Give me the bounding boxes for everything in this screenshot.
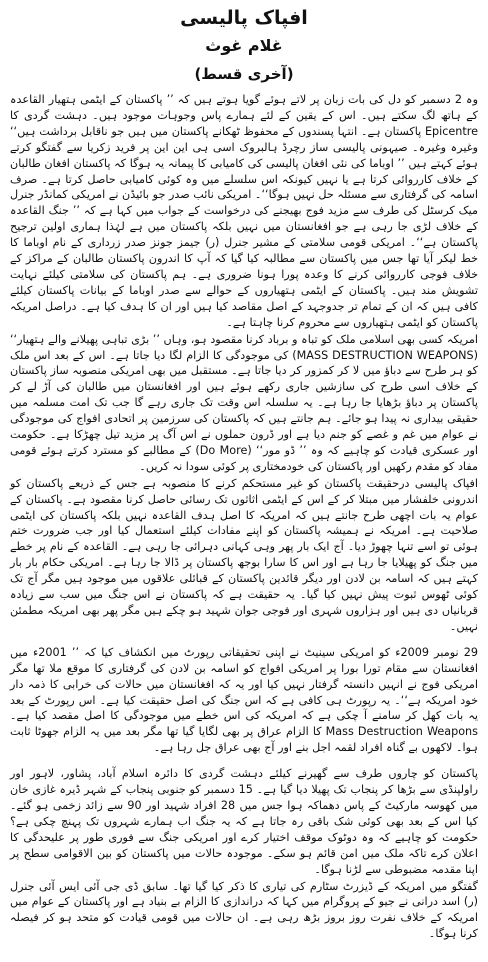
paragraph: افپاک پالیسی درحقیقت پاکستان کو غیر مستحکم کرنے کا منصوبہ ہے جس کے ذریعے پاکستان کو اندرونی خلفشار میں مبتلا کر کے اس کے ایٹمی اثاثوں تک رسائی حاصل کرنا مقصود ہے۔ پاکستان کے عوام یہ بات اچھی طرح جانتے ہیں کہ امریکہ کا اصل ہدف القاعدہ نہیں بلکہ پاکستان کی ایٹمی صلاحیت ہے۔ امریکہ نے ہمیشہ پاکستان کو اپنے مفادات کیلئے استعمال کیا اور جب ضرورت ختم ہوئی تو اسے تنہا چھوڑ دیا۔ آج ایک بار پھر وہی کہانی دہرائی جا رہی ہے۔ القاعدہ کے نام پر خطے میں جنگ کو پھیلایا جا رہا ہے اور اس کا سارا بوجھ پاکستان پر ڈالا جا رہا ہے۔ امریکی حکام بار بار کہتے ہیں کہ اسامہ بن لادن اور دیگر قائدین پاکستان کے قبائلی علاقوں میں موجود ہیں مگر آج تک کوئی ٹھوس ثبوت پیش نہیں کیا گیا۔ یہ حقیقت ہے کہ پاکستان نے اس جنگ میں سب سے زیادہ قربانیاں دی ہیں اور ہزاروں شہری اور فوجی جوان شہید ہو چکے ہیں مگر پھر بھی امریکہ مطمئن نہیں۔ [10,476,478,633]
paragraph: وہ 2 دسمبر کو دل کی بات زبان پر لاتے ہوئے گویا ہوتے ہیں کہ ’’ پاکستان کے ایٹمی ہتھیار القاعدہ کے ہاتھ لگ سکتے ہیں۔ اس کے یقین کے لئے ہمارے پاس وجوہات موجود ہیں۔ دہشت گردی کا Epicentre پاکستان ہے۔ انتہا پسندوں کے محفوظ ٹھکانے پاکستان میں ہیں جو ناقابل برداشت ہیں‘‘ وغیرہ وغیرہ۔ صیہونی پالیسی ساز رچرڈ ہالبروک اسی ہی این این پر فرید زکریا سے گفتگو کرتے ہوئے کہتے ہیں ’’ اوباما کی نئی افغان پالیسی کی کامیابی کا پیمانہ یہ ہوگا کہ پاکستان افغان طالبان کے خلاف کارروائی کرتا ہے یا نہیں کیونکہ اس سلسلے میں وہ کوئی کامیابی حاصل کرتا ہے۔ صرف اسامہ کی گرفتاری سے مسئلہ حل نہیں ہوگا‘‘۔ امریکی نائب صدر جو بائیڈن نے امریکی کمانڈر جنرل میک کرسٹل کی طرف سے مزید فوج بھیجنے کی درخواست کے جواب میں کہا ہے کہ ’’ جنگ القاعدہ کے خلاف لڑی جا رہی ہے جو افغانستان میں نہیں بلکہ پاکستان میں ہے لہٰذا ہماری اولین ترجیح پاکستان ہے‘‘۔ امریکی قومی سلامتی کے مشیر جنرل (ر) جیمز جونز صدر زرداری کے نام اوباما کا خط لیکر آیا تھا جس میں پاکستان سے مطالبہ کیا گیا کہ آپ کا اندرون پاکستان طالبان کے مراکز کے خلاف فوجی کارروائی کرنے کا وعدہ پورا ہونا ضروری ہے۔ ہم پاکستان کی سلامتی کیلئے نہایت تشویش مند ہیں۔ پاکستان کے ایٹمی ہتھیاروں کے حوالے سے صدر اوباما کے بیانات پاکستان کیلئے کافی ہیں کہ ان کے تمام تر جدوجہد کے اصل مقاصد کیا ہیں اور ان کا ہدف کیا ہے۔ دراصل امریکہ پاکستان کو ایٹمی ہتھیاروں سے محروم کرنا چاہتا ہے۔ [10,93,478,329]
paragraph: گفتگو میں امریکہ کے ڈیزرٹ سٹارم کی تیاری کا ذکر کیا گیا تھا۔ سابق ڈی جی آئی ایس آئی جنرل (ر) اسد درانی نے جیو کے پروگرام میں کہا کہ دراندازی کا الزام بے بنیاد ہے اور پاکستان کے عوام میں امریکہ کے خلاف نفرت روز بروز بڑھ رہی ہے۔ ان حالات میں قومی قیادت کو متحد ہو کر فیصلہ کرنا ہوگا۔ [10,879,478,941]
paragraph: پاکستان کو چاروں طرف سے گھیرنے کیلئے دہشت گردی کا دائرہ اسلام آباد، پشاور، لاہور اور راولپنڈی سے بڑھا کر پنجاب تک پھیلا دیا گیا ہے۔ 15 دسمبر کو جنوبی پنجاب کے شہر ڈیرہ غازی خان میں کھوسہ مارکیٹ کے پاس دھماکہ ہوا جس میں 28 افراد شہید اور 90 سے زائد زخمی ہو گئے۔ کیا اس کے بعد بھی کوئی شک باقی رہ جاتا ہے کہ یہ جنگ اب ہمارے شہروں تک پہنچ چکی ہے؟ حکومت کو چاہیے کہ وہ دوٹوک موقف اختیار کرے اور امریکی جنگ سے فوری طور پر علیحدگی کا اعلان کرے تاکہ ملک میں امن قائم ہو سکے۔ موجودہ حالات میں پاکستان کو بین الاقوامی سطح پر اپنا مقدمہ مضبوطی سے لڑنا ہوگا۔ [10,767,479,876]
paragraph: 29 نومبر 2009ء کو امریکی سینیٹ نے اپنی تحقیقاتی رپورٹ میں انکشاف کیا کہ ’’ 2001ء میں افغانستان سے مقام تورا بورا پر امریکی افواج کو اسامہ بن لادن کی گرفتاری کا موقع ملا تھا مگر امریکی فوج نے انہیں دانستہ گرفتار نہیں کیا اور یہ کہ افغانستان میں حالات کی خرابی کا ذمہ دار خود امریکہ ہے‘‘۔ یہ رپورٹ ہی کافی ہے کہ اس جنگ کی اصل حقیقت کیا ہے۔ اس رپورٹ کے بعد یہ بات کھل کر سامنے آ چکی ہے کہ امریکہ کی اس خطے میں موجودگی کا اصل مقصد کیا ہے۔ Mass Destruction Weapons کا الزام عراق پر بھی لگایا گیا تھا مگر بعد میں یہ الزام جھوٹا ثابت ہوا۔ لاکھوں بے گناہ افراد لقمہ اجل بنے اور آج بھی عراق جل رہا ہے۔ [10,645,478,755]
article-installment: (آخری قسط) [194,65,294,83]
article-body [10,92,478,942]
paragraph: امریکہ کسی بھی اسلامی ملک کو تباہ و برباد کرنا مقصود ہو، وہاں ’’ بڑی تباہی پھیلانے والے ہتھیار‘‘ (MASS DESTRUCTION WEAPONS) کی موجودگی کا الزام لگا دیا جاتا ہے۔ اس کے بعد اس ملک کو ہر طرح سے دباؤ میں لا کر کمزور کر دیا جاتا ہے۔ مستقبل میں بھی امریکی منصوبہ ساز پاکستان کے خلاف اسی طرح کی سازشیں جاری رکھے ہوئے ہیں اور افغانستان میں طالبان کی آڑ لے کر پاکستان پر دباؤ بڑھایا جا رہا ہے۔ یہ سلسلہ اس وقت تک جاری رہے گا جب تک امت مسلمہ میں حقیقی بیداری نہ پیدا ہو جائے۔ ہم جانتے ہیں کہ پاکستان کی سرزمین پر اتحادی افواج کی موجودگی نے عوام میں غم و غصے کو جنم دیا ہے اور ڈرون حملوں نے اس آگ پر مزید تیل چھڑکا ہے۔ حکومت اور عسکری قیادت کو چاہیے کہ وہ ’’ ڈو مور‘‘ (Do More) کے مطالبے کو مسترد کرتے ہوئے قومی مفاد کو مقدم رکھیں اور پاکستان کی خودمختاری پر کوئی سودا نہ کریں۔ [10,332,478,473]
article-title: افپاک پالیسی [180,7,308,29]
article-author: غلام غوث [205,36,283,55]
article-header [10,6,478,84]
